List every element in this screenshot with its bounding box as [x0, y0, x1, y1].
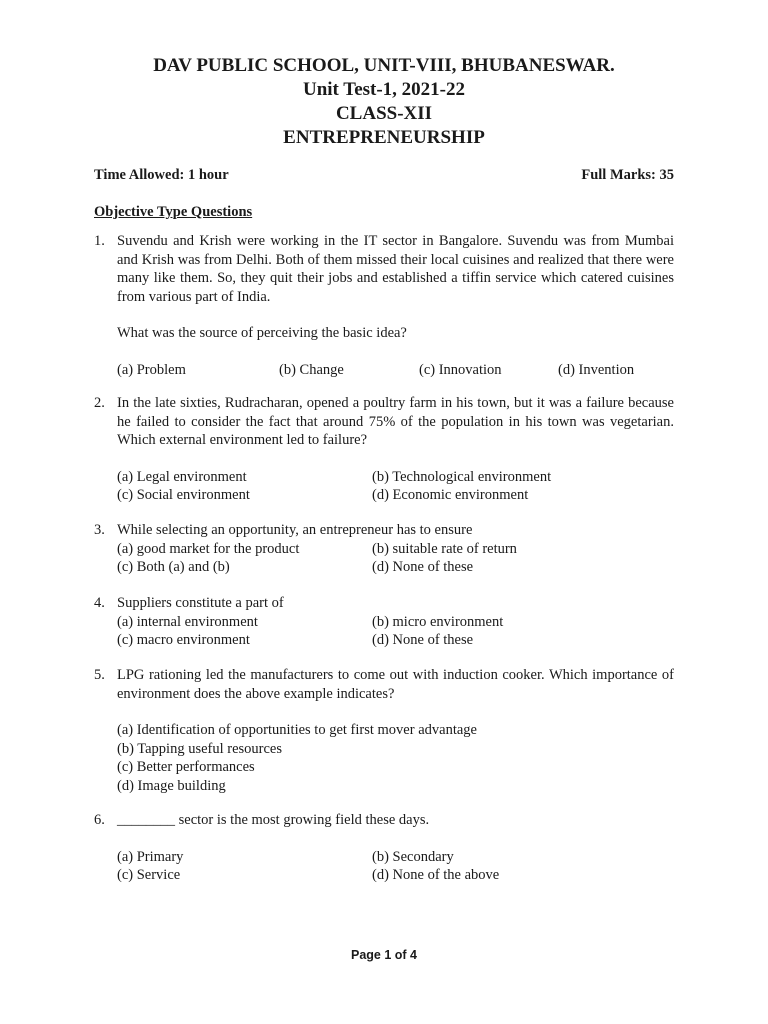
question-text: Suppliers constitute a part of	[117, 595, 284, 611]
option-b: (b) Change	[279, 361, 344, 378]
option-d: (d) None of these	[372, 559, 474, 575]
question-5	[94, 666, 674, 795]
option-b: (b) suitable rate of return	[372, 540, 517, 557]
question-number: 2.	[94, 395, 105, 411]
question-text: In the late sixties, Rudracharan, opened a poultry farm in his town, but it was a failure because he failed to consider the fact that around 75% of the population in his town was vegetarian. Which external environment led to failure?	[117, 395, 674, 448]
question-4	[94, 594, 674, 650]
option-d: (d) Economic environment	[372, 487, 529, 503]
options	[117, 613, 674, 650]
option-b: (b) micro environment	[372, 613, 504, 630]
option-d: (d) None of these	[372, 632, 474, 648]
option-c: (c) Social environment	[117, 487, 250, 503]
question-number: 3.	[94, 522, 105, 538]
option-d: (d) Image building	[117, 777, 226, 794]
question-2	[94, 394, 674, 505]
section-title: Objective Type Questions	[94, 204, 253, 220]
full-marks: Full Marks: 35	[581, 167, 674, 183]
page-number: Page 1 of 4	[351, 948, 417, 962]
option-d: (d) Invention	[558, 361, 635, 378]
option-a: (a) Problem	[117, 361, 186, 378]
option-c: (c) Better performances	[117, 759, 255, 775]
options	[117, 721, 674, 795]
option-d: (d) None of the above	[372, 867, 500, 883]
option-b: (b) Technological environment	[372, 468, 552, 485]
question-text: While selecting an opportunity, an entrepreneur has to ensure	[117, 522, 473, 538]
time-allowed: Time Allowed: 1 hour	[94, 167, 229, 183]
option-a: (a) internal environment	[117, 613, 258, 630]
question-text: ________ sector is the most growing field these days.	[117, 812, 430, 828]
option-a: (a) Identification of opportunities to get first mover advantage	[117, 722, 477, 738]
question-number: 1.	[94, 233, 105, 249]
option-b: (b) Tapping useful resources	[117, 740, 283, 757]
options	[117, 468, 674, 505]
question-1	[94, 232, 674, 379]
options	[117, 848, 674, 885]
question-number: 4.	[94, 595, 105, 611]
option-b: (b) Secondary	[372, 848, 454, 865]
options	[117, 540, 674, 577]
school-name: DAV PUBLIC SCHOOL, UNIT-VIII, BHUBANESWAR.	[153, 55, 615, 76]
class-name: CLASS-XII	[335, 103, 433, 124]
option-a: (a) good market for the product	[117, 540, 300, 557]
question-text: Suvendu and Krish were working in the IT sector in Bangalore. Suvendu was from Mumbai and Krish was from Delhi. Both of them missed their local cuisines and realized that there were many like them. So, they quit their jobs and established a tiffin service which catered cuisines from various part of India.	[117, 233, 674, 305]
question-3	[94, 521, 674, 577]
question-text: LPG rationing led the manufacturers to come out with induction cooker. Which importance of environment does the above example indicates?	[117, 667, 674, 702]
option-a: (a) Legal environment	[117, 468, 247, 485]
option-c: (c) Both (a) and (b)	[117, 559, 230, 575]
option-a: (a) Primary	[117, 848, 184, 865]
subject-name: ENTREPRENEURSHIP	[283, 127, 485, 148]
option-c: (c) Service	[117, 867, 181, 883]
options	[117, 361, 674, 380]
option-c: (c) macro environment	[117, 632, 250, 648]
question-subtext: What was the source of perceiving the basic idea?	[117, 325, 407, 341]
question-number: 6.	[94, 812, 105, 828]
question-number: 5.	[94, 667, 105, 683]
question-6	[94, 811, 674, 885]
test-name: Unit Test-1, 2021-22	[302, 79, 466, 100]
document-header	[0, 54, 768, 150]
option-c: (c) Innovation	[419, 361, 502, 378]
